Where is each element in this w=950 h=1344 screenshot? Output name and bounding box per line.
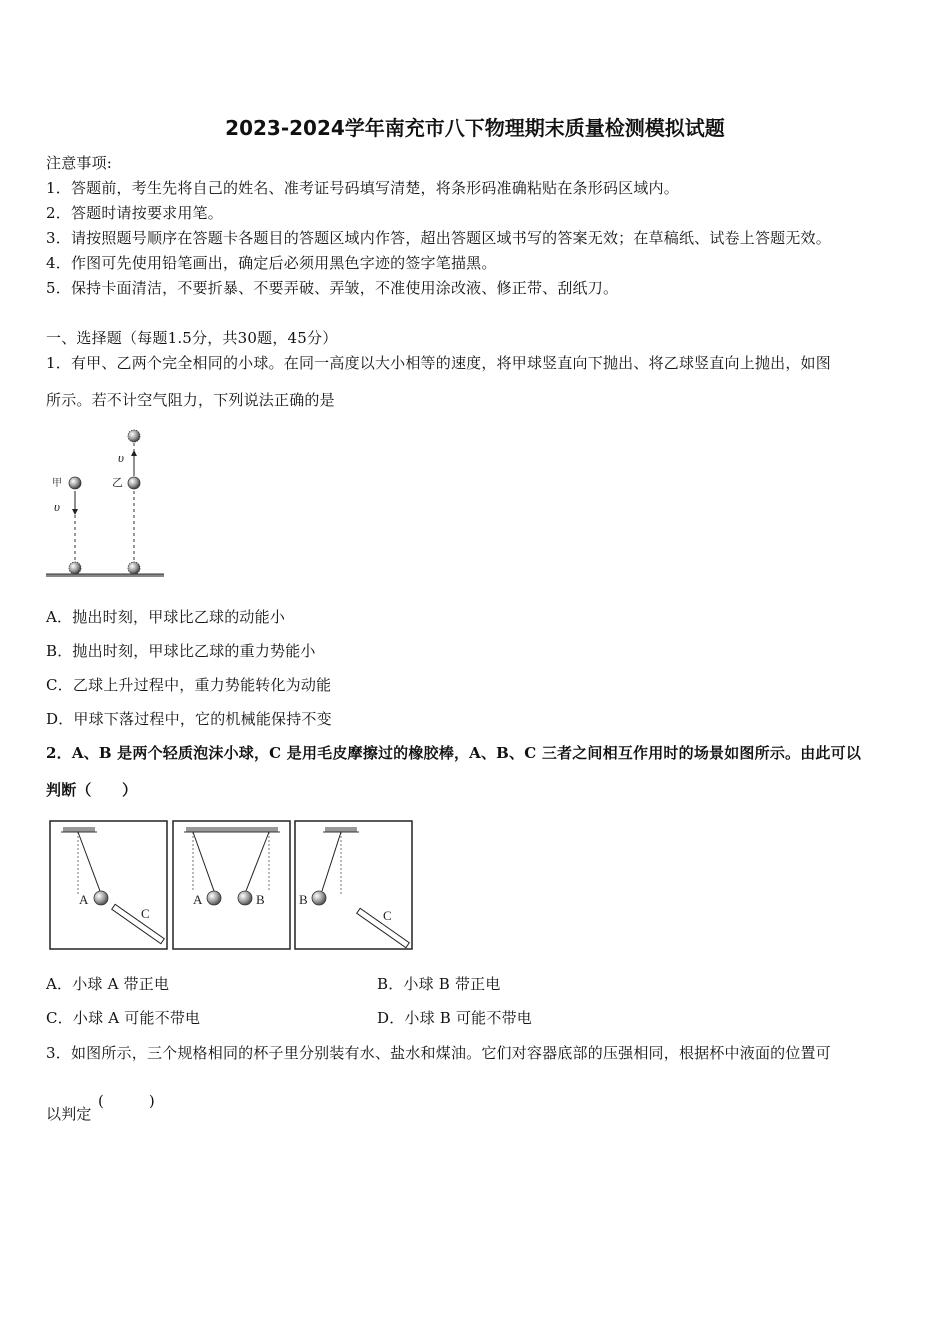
ball-jia-icon bbox=[69, 477, 81, 489]
section-heading: 一、选择题（每题1.5分，共30题，45分） bbox=[46, 329, 338, 347]
q1-option-b: B．抛出时刻，甲球比乙球的重力势能小 bbox=[46, 642, 316, 660]
q2-option-b: B．小球 B 带正电 bbox=[377, 975, 501, 993]
label-v-jia: υ bbox=[54, 499, 60, 514]
question-1-text: 1．有甲、乙两个完全相同的小球。在同一高度以大小相等的速度，将甲球竖直向下抛出、将乙球竖直向上抛出，如图 bbox=[46, 354, 831, 372]
question-2-text-cont: 判断（ ） bbox=[46, 781, 138, 799]
q2-figure bbox=[48, 818, 416, 952]
q1-option-a: A．抛出时刻，甲球比乙球的动能小 bbox=[46, 608, 286, 626]
ball-yi-ground-icon bbox=[128, 562, 140, 574]
question-2-text: 2．A、B 是两个轻质泡沫小球，C 是用毛皮摩擦过的橡胶棒，A、B、C 三者之间相互作用时的场景如图所示。由此可以 bbox=[46, 744, 862, 762]
notice-item: 3．请按照题号顺序在答题卡各题目的答题区域内作答，超出答题区域书写的答案无效；在草稿纸、试卷上答题无效。 bbox=[46, 229, 831, 247]
question-3-text: 3．如图所示，三个规格相同的杯子里分别装有水、盐水和煤油。它们对容器底部的压强相同，根据杯中液面的位置可 bbox=[46, 1044, 831, 1062]
q1-option-d: D．甲球下落过程中，它的机械能保持不变 bbox=[46, 710, 332, 728]
q2-option-a: A．小球 A 带正电 bbox=[46, 975, 170, 993]
notice-item: 1．答题前，考生先将自己的姓名、准考证号码填写清楚，将条形码准确粘贴在条形码区域内。 bbox=[46, 179, 679, 197]
page-title: 2023-2024学年南充市八下物理期末质量检测模拟试题 bbox=[225, 116, 725, 140]
label-jia: 甲 bbox=[52, 478, 62, 489]
notice-item: 2．答题时请按要求用笔。 bbox=[46, 204, 223, 222]
label-c: C bbox=[383, 908, 392, 923]
question-3-text-cont: 以判定 bbox=[46, 1105, 92, 1123]
q2-option-c: C．小球 A 可能不带电 bbox=[46, 1009, 201, 1027]
notice-item: 5．保持卡面清洁，不要折暴、不要弄破、弄皱，不准使用涂改液、修正带、刮纸刀。 bbox=[46, 279, 619, 297]
label-v-yi: υ bbox=[118, 450, 124, 465]
arrow-down-icon bbox=[72, 509, 78, 515]
notice-item: 4．作图可先使用铅笔画出，确定后必须用黑色字迹的签字笔描黑。 bbox=[46, 254, 497, 272]
q2-option-d: D．小球 B 可能不带电 bbox=[377, 1009, 532, 1027]
panel-3 bbox=[295, 821, 412, 949]
label-b: B bbox=[299, 892, 308, 907]
panel-1 bbox=[50, 821, 167, 949]
ball-yi-icon bbox=[128, 477, 140, 489]
label-yi: 乙 bbox=[112, 477, 123, 489]
answer-paren: ( ) bbox=[98, 1092, 155, 1110]
panel-2 bbox=[173, 821, 290, 949]
q1-figure bbox=[44, 425, 168, 585]
ball-yi-top-icon bbox=[128, 430, 140, 442]
q1-option-c: C．乙球上升过程中，重力势能转化为动能 bbox=[46, 676, 332, 694]
ball-b-icon bbox=[238, 891, 252, 905]
question-1-text-cont: 所示。若不计空气阻力，下列说法正确的是 bbox=[46, 391, 335, 409]
rod-c-icon bbox=[112, 904, 165, 943]
label-a: A bbox=[193, 892, 203, 907]
notice-heading: 注意事项: bbox=[46, 154, 113, 172]
ball-b-icon bbox=[312, 891, 326, 905]
label-c: C bbox=[141, 906, 150, 921]
arrow-up-icon bbox=[131, 450, 137, 456]
label-b: B bbox=[256, 892, 265, 907]
label-a: A bbox=[79, 892, 89, 907]
ball-a-icon bbox=[94, 891, 108, 905]
ball-jia-ground-icon bbox=[69, 562, 81, 574]
ball-a-icon bbox=[207, 891, 221, 905]
